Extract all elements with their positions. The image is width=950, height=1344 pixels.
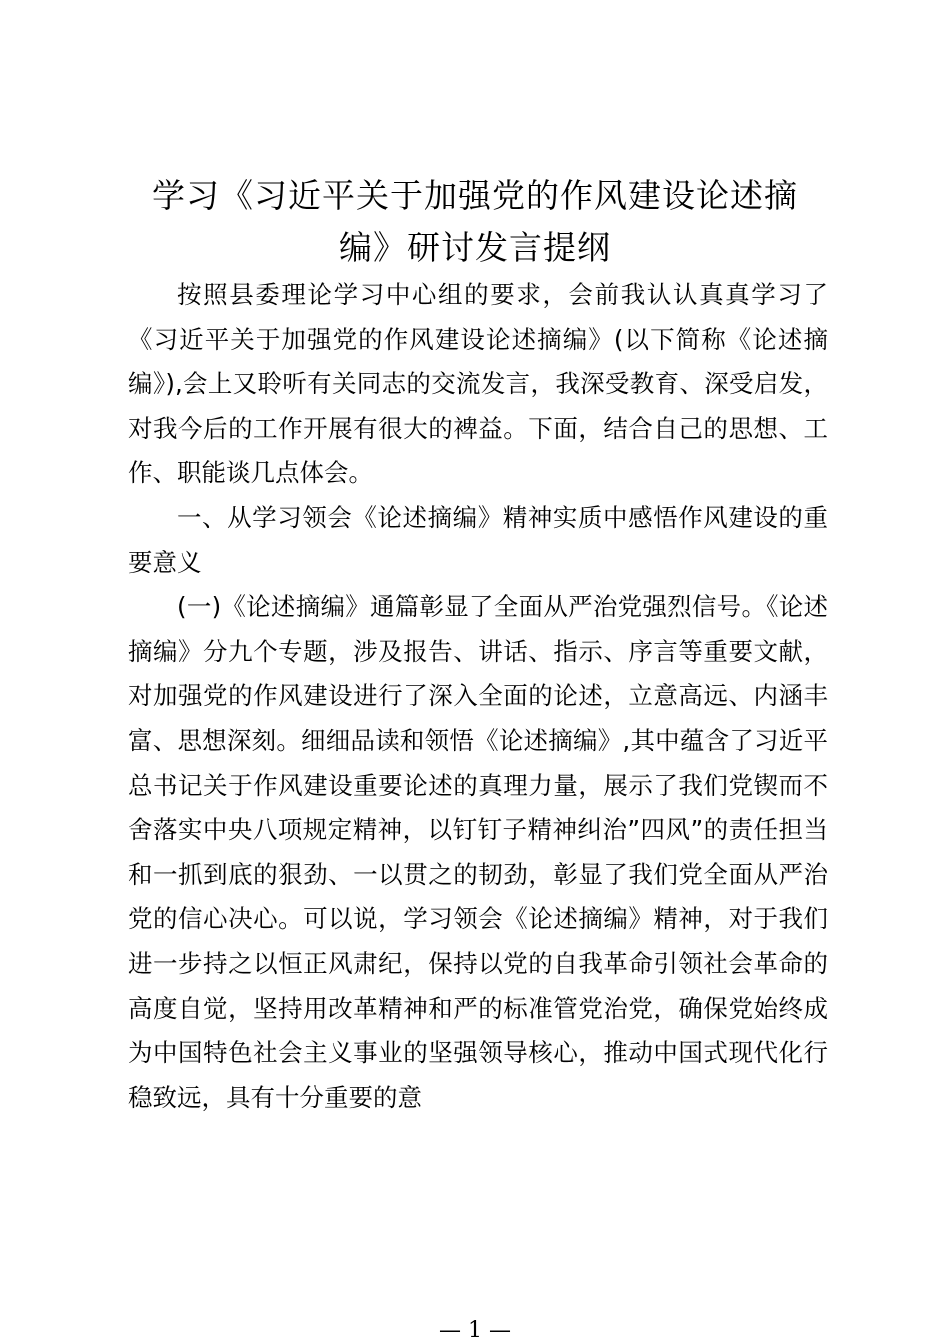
page-number: — 1 — xyxy=(439,1318,511,1343)
subsection-paragraph: (一)《论述摘编》通篇彰显了全面从严治党强烈信号。《论述摘编》分九个专题，涉及报告、讲话、指示、序言等重要文献，对加强党的作风建设进行了深入全面的论述，立意高远、内涵丰富、思想深刻。细细品读和领悟《论述摘编》,其中蕴含了习近平总书记关于作风建设重要论述的真理力量，展示了我们党锲而不舍落实中央八项规定精神，以钉钉子精神纠治”四风”的责任担当和一抓到底的狠劲、一以贯之的韧劲，彰显了我们党全面从严治党的信心决心。可以说，学习领会《论述摘编》精神，对于我们进一步持之以恒正风肃纪，保持以党的自我革命引领社会革命的高度自觉，坚持用改革精神和严的标准管党治党，确保党始终成为中国特色社会主义事业的坚强领导核心，推动中国式现代化行稳致远，具有十分重要的意 xyxy=(128,592,828,1112)
section-heading: 一、从学习领会《论述摘编》精神实质中感悟作风建设的重要意义 xyxy=(128,502,828,577)
intro-paragraph: 按照县委理论学习中心组的要求，会前我认认真真学习了《习近平关于加强党的作风建设论述摘编》(以下简称《论述摘编》),会上又聆听有关同志的交流发言，我深受教育、深受启发，对我今后的工作开展有很大的裨益。下面，结合自己的思想、工作、职能谈几点体会。 xyxy=(128,280,828,488)
document-body xyxy=(128,273,828,1120)
document-title: 学习《习近平关于加强党的作风建设论述摘编》研讨发言提纲 xyxy=(152,176,798,267)
